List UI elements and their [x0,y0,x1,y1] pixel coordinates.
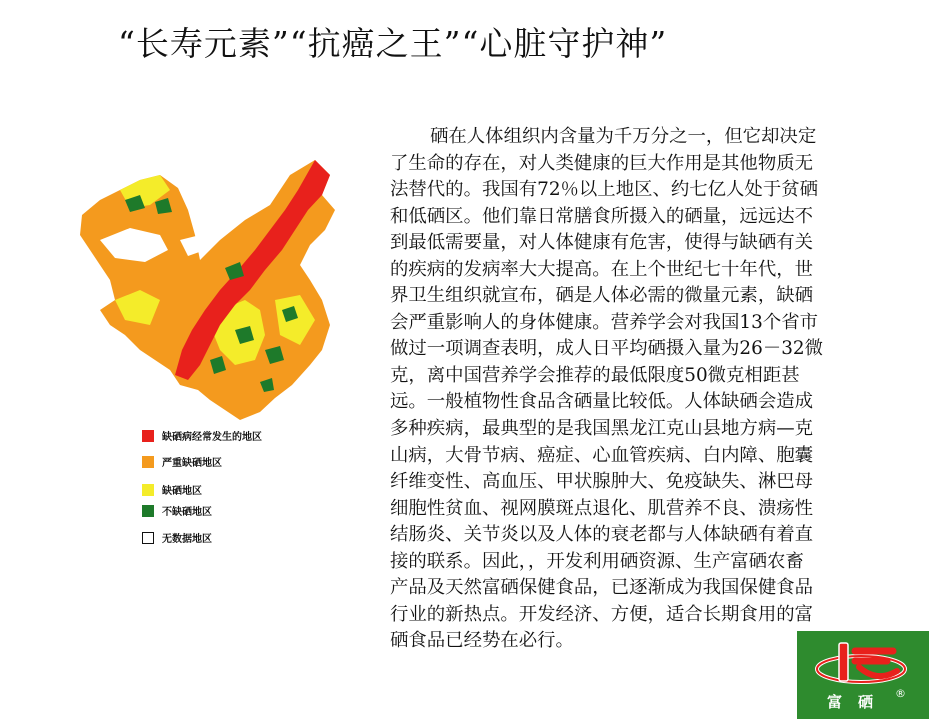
article-line: 产品及天然富硒保健食品，已逐渐成为我国保健食品 [390,577,813,599]
article-line: 会严重影响人的身体健康。营养学会对我国13个省市 [390,311,818,333]
legend-label: 无数据地区 [162,534,212,545]
article-line: 远。一般植物性食品含硒量比较低。人体缺硒会造成 [390,391,813,413]
article-line: 硒在人体组织内含量为千万分之一，但它却决定 [430,126,817,147]
legend-label: 缺硒地区 [162,486,202,497]
article-line: 纤维变性、高血压、甲状腺肿大、免疫缺失、淋巴母 [390,471,813,493]
article-line: 接的联系。因此，，开发利用硒资源、生产富硒农畜 [390,550,804,572]
article-line: 到最低需要量，对人体健康有危害，使得与缺硒有关 [390,232,813,254]
article-line: 克，离中国营养学会推荐的最低限度50微克相距甚 [390,364,800,386]
article-line: 和低硒区。他们靠日常膳食所摄入的硒量，远远达不 [390,205,813,227]
legend-item-frequent-disease [142,428,262,443]
legend-item-severe-deficiency [142,454,222,469]
logo-mark-icon [797,631,929,691]
selenium-distribution-map [60,150,350,430]
page-title: “长寿元素”“抗癌之王”“心脏守护神” [118,24,668,63]
article-line: 的疾病的发病率大大提高。在上个世纪七十年代，世 [390,258,813,280]
article-line: 了生命的存在，对人类健康的巨大作用是其他物质无 [390,152,813,174]
article-line: 细胞性贫血、视网膜斑点退化、肌营养不良、溃疡性 [390,497,813,519]
legend-label: 不缺硒地区 [162,507,212,518]
article-line: 行业的新热点。开发经济、方便，适合长期食用的富 [390,603,813,625]
article-line: 多种疾病，最典型的是我国黑龙江克山县地方病—克 [390,418,813,440]
article-line: 山病，大骨节病、癌症、心血管疾病、白内障、胞囊 [390,444,813,466]
article-line: 硒食品已经势在必行。 [390,630,574,652]
article-line: 界卫生组织就宣布，硒是人体必需的微量元素，缺硒 [390,285,813,307]
legend-swatch-yellow [142,484,154,496]
legend-swatch-orange [142,456,154,468]
article-line: 结肠炎、关节炎以及人体的衰老都与人体缺硒有着直 [390,524,813,546]
legend-label: 缺硒病经常发生的地区 [162,432,262,443]
article-body [390,124,860,655]
legend-swatch-red [142,430,154,442]
legend-swatch-green [142,505,154,517]
logo-text: 富硒 [827,693,890,711]
legend-item-no-deficiency [142,503,212,518]
registered-mark: ® [895,687,906,700]
brand-logo [797,631,929,719]
article-line: 法替代的。我国有72％以上地区、约七亿人处于贫硒 [390,179,818,201]
legend-label: 严重缺硒地区 [162,458,222,469]
legend-item-no-data [142,530,212,545]
legend-swatch-empty [142,532,154,544]
legend-item-deficiency [142,482,202,497]
article-line: 做过一项调查表明，成人日平均硒摄入量为26－32微 [390,338,824,360]
